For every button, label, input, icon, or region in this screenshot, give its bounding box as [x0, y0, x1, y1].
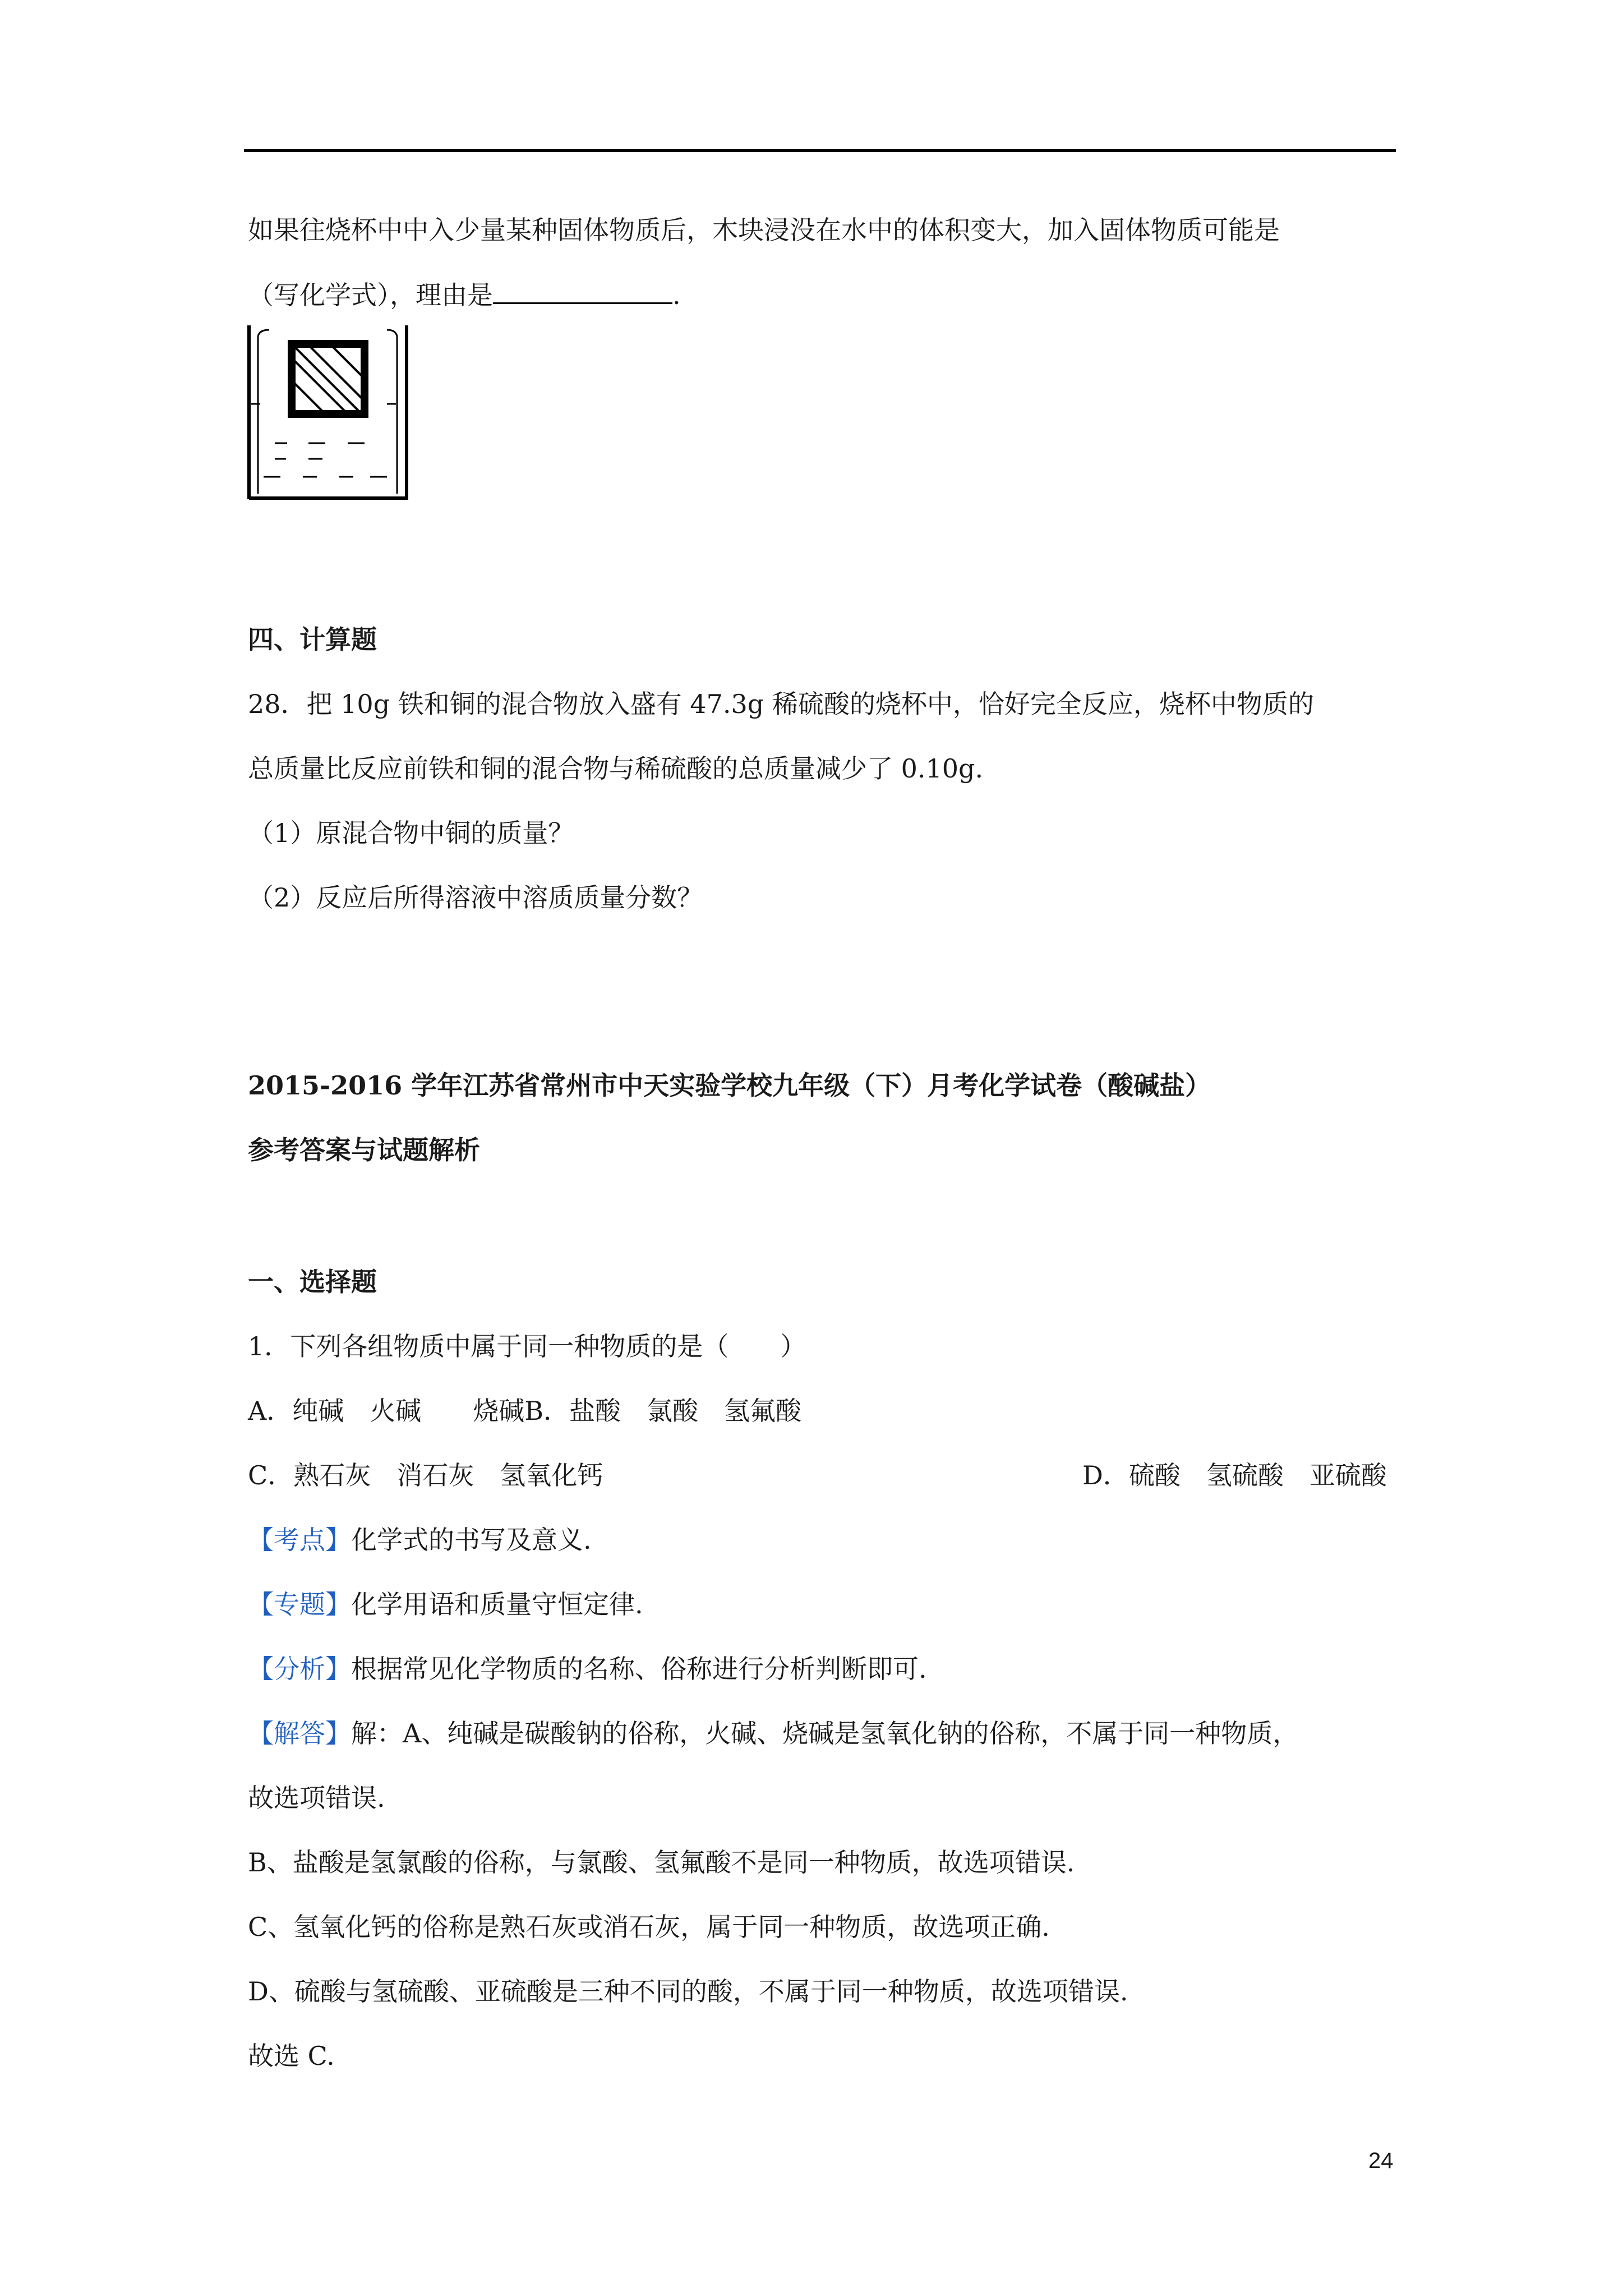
zhuanti-line: [248, 1588, 643, 1621]
q27-line2: [248, 278, 681, 312]
explanation-d: D、硫酸与氢硫酸、亚硫酸是三种不同的酸，不属于同一种物质，故选项错误.: [248, 1976, 1128, 2007]
fenxi-text: 根据常见化学物质的名称、俗称进行分析判断即可.: [351, 1654, 927, 1684]
q28-line1: 28．把 10g 铁和铜的混合物放入盛有 47.3g 稀硫酸的烧杯中，恰好完全反应，烧杯中物质的: [248, 689, 1314, 719]
section1-heading: 一、选择题: [248, 1267, 377, 1297]
zhuanti-text: 化学用语和质量守恒定律.: [351, 1589, 643, 1619]
beaker-with-wood-block-figure: [247, 325, 415, 505]
q1-options-cd: [248, 1458, 1392, 1492]
kaodian-line: [248, 1523, 592, 1557]
q28-sub1: （1）原混合物中铜的质量？: [248, 818, 574, 848]
jieda-line2: 故选项错误.: [248, 1783, 385, 1813]
section4-heading: 四、计算题: [248, 624, 377, 655]
jieda-tag: 【解答】: [248, 1718, 351, 1749]
header-rule: [244, 149, 1396, 152]
answer-blank: [493, 278, 672, 304]
q1-option-c: C．熟石灰 消石灰 氢氧化钙: [248, 1460, 603, 1490]
zhuanti-tag: 【专题】: [248, 1589, 351, 1619]
q27-line2-prefix: （写化学式），理由是: [248, 280, 493, 310]
q1-option-d: D．硫酸 氢硫酸 亚硫酸: [1082, 1460, 1387, 1490]
explanation-c: C、氢氧化钙的俗称是熟石灰或消石灰，属于同一种物质，故选项正确.: [248, 1912, 1050, 1942]
q1-options-ab: A．纯碱 火碱 烧碱B．盐酸 氯酸 氢氟酸: [248, 1396, 802, 1426]
jieda-line: [248, 1717, 1298, 1750]
explanation-b: B、盐酸是氢氯酸的俗称，与氯酸、氢氟酸不是同一种物质，故选项错误.: [248, 1847, 1075, 1878]
fenxi-line: [248, 1652, 927, 1686]
q27-line2-suffix: .: [672, 280, 681, 310]
answers-subtitle: 参考答案与试题解析: [248, 1135, 480, 1165]
wood-block: [292, 344, 365, 417]
q1-stem: 1．下列各组物质中属于同一种物质的是（ ）: [248, 1331, 806, 1361]
answers-title: 2015-2016 学年江苏省常州市中天实验学校九年级（下）月考化学试卷（酸碱盐）: [248, 1070, 1211, 1101]
page-number: 24: [1368, 2148, 1394, 2173]
q28-sub2: （2）反应后所得溶液中溶质质量分数？: [248, 882, 703, 913]
conclusion: 故选 C.: [248, 2041, 335, 2071]
jieda-text: 解：A、纯碱是碳酸钠的俗称，火碱、烧碱是氢氧化钠的俗称，不属于同一种物质，: [351, 1718, 1299, 1749]
q27-line1: 如果往烧杯中中入少量某种固体物质后，木块浸没在水中的体积变大，加入固体物质可能是: [248, 215, 1280, 245]
kaodian-tag: 【考点】: [248, 1525, 351, 1555]
kaodian-text: 化学式的书写及意义.: [351, 1525, 592, 1555]
fenxi-tag: 【分析】: [248, 1654, 351, 1684]
q28-line2: 总质量比反应前铁和铜的混合物与稀硫酸的总质量减少了 0.10g.: [248, 753, 984, 784]
